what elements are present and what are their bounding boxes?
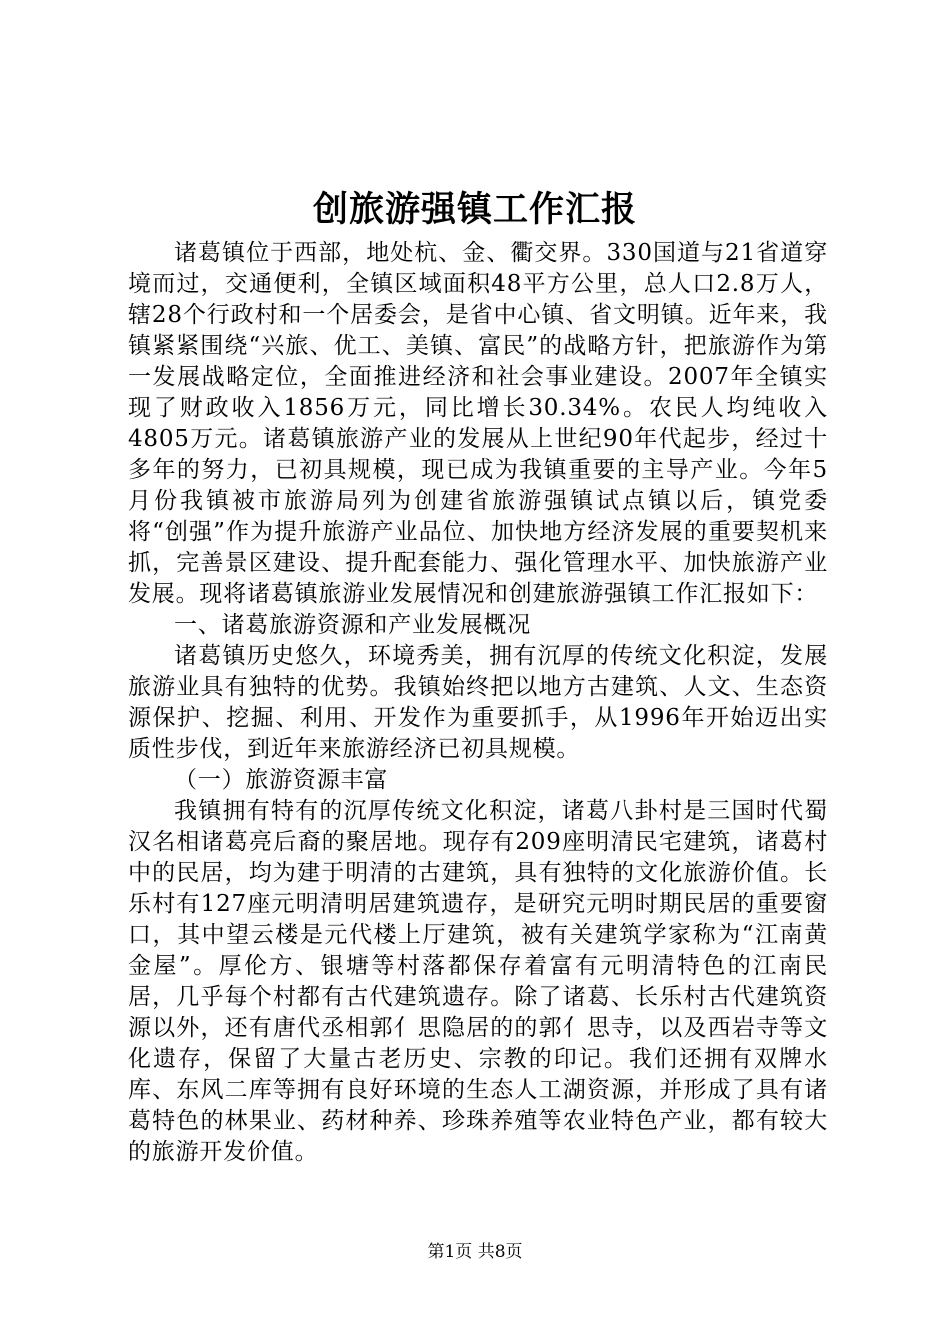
section-1-paragraph: 诸葛镇历史悠久，环境秀美，拥有沉厚的传统文化积淀，发展旅游业具有独特的优势。我镇始终把以地方古建筑、人文、生态资源保护、挖掘、利用、开发作为重要抓手，从1996年开始迈出实质性步伐，到近年来旅游经济已初具规模。 <box>128 643 828 762</box>
subsection-heading-1: （一）旅游资源丰富 <box>174 767 389 793</box>
intro-paragraph: 诸葛镇位于西部，地处杭、金、衢交界。330国道与21省道穿境而过，交通便利，全镇区域面积48平方公里，总人口2.8万人，辖28个行政村和一个居委会，是省中心镇、省文明镇。近年来，我镇紧紧围绕“兴旅、优工、美镇、富民”的战略方针，把旅游作为第一发展战略定位，全面推进经济和社会事业建设。2007年全镇实现了财政收入1856万元，同比增长30.34%。农民人均纯收入4805万元。诸葛镇旅游产业的发展从上世纪90年代起步，经过十多年的努力，已初具规模，现已成为我镇重要的主导产业。今年5月份我镇被市旅游局列为创建省旅游强镇试点镇以后，镇党委将“创强”作为提升旅游产业品位、加快地方经济发展的重要契机来抓，完善景区建设、提升配套能力、强化管理水平、加快旅游产业发展。现将诸葛镇旅游业发展情况和创建旅游强镇工作汇报如下： <box>128 240 828 607</box>
subsection-1-paragraph: 我镇拥有特有的沉厚传统文化积淀，诸葛八卦村是三国时代蜀汉名相诸葛亮后裔的聚居地。现存有209座明清民宅建筑，诸葛村中的民居，均为建于明清的古建筑，具有独特的文化旅游价值。长乐村有127座元明清明居建筑遗存，是研究元明时期民居的重要窗口，其中望云楼是元代楼上厅建筑，被有关建筑学家称为“江南黄金屋”。厚伦方、银塘等村落都保存着富有元明清特色的江南民居，几乎每个村都有古代建筑遗存。除了诸葛、长乐村古代建筑资源以外，还有唐代丞相郭亻思隐居的的郭亻思寺，以及西岩寺等文化遗存，保留了大量古老历史、宗教的印记。我们还拥有双牌水库、东风二库等拥有良好环境的生态人工湖资源，并形成了具有诸葛特色的林果业、药材种养、珍珠养殖等农业特色产业，都有较大的旅游开发价值。 <box>128 798 828 1165</box>
document-title: 创旅游强镇工作汇报 <box>312 189 637 230</box>
document-body <box>128 238 828 1168</box>
section-heading-1: 一、诸葛旅游资源和产业发展概况 <box>174 612 531 638</box>
page-number-footer: 第1页 共8页 <box>427 1242 523 1262</box>
